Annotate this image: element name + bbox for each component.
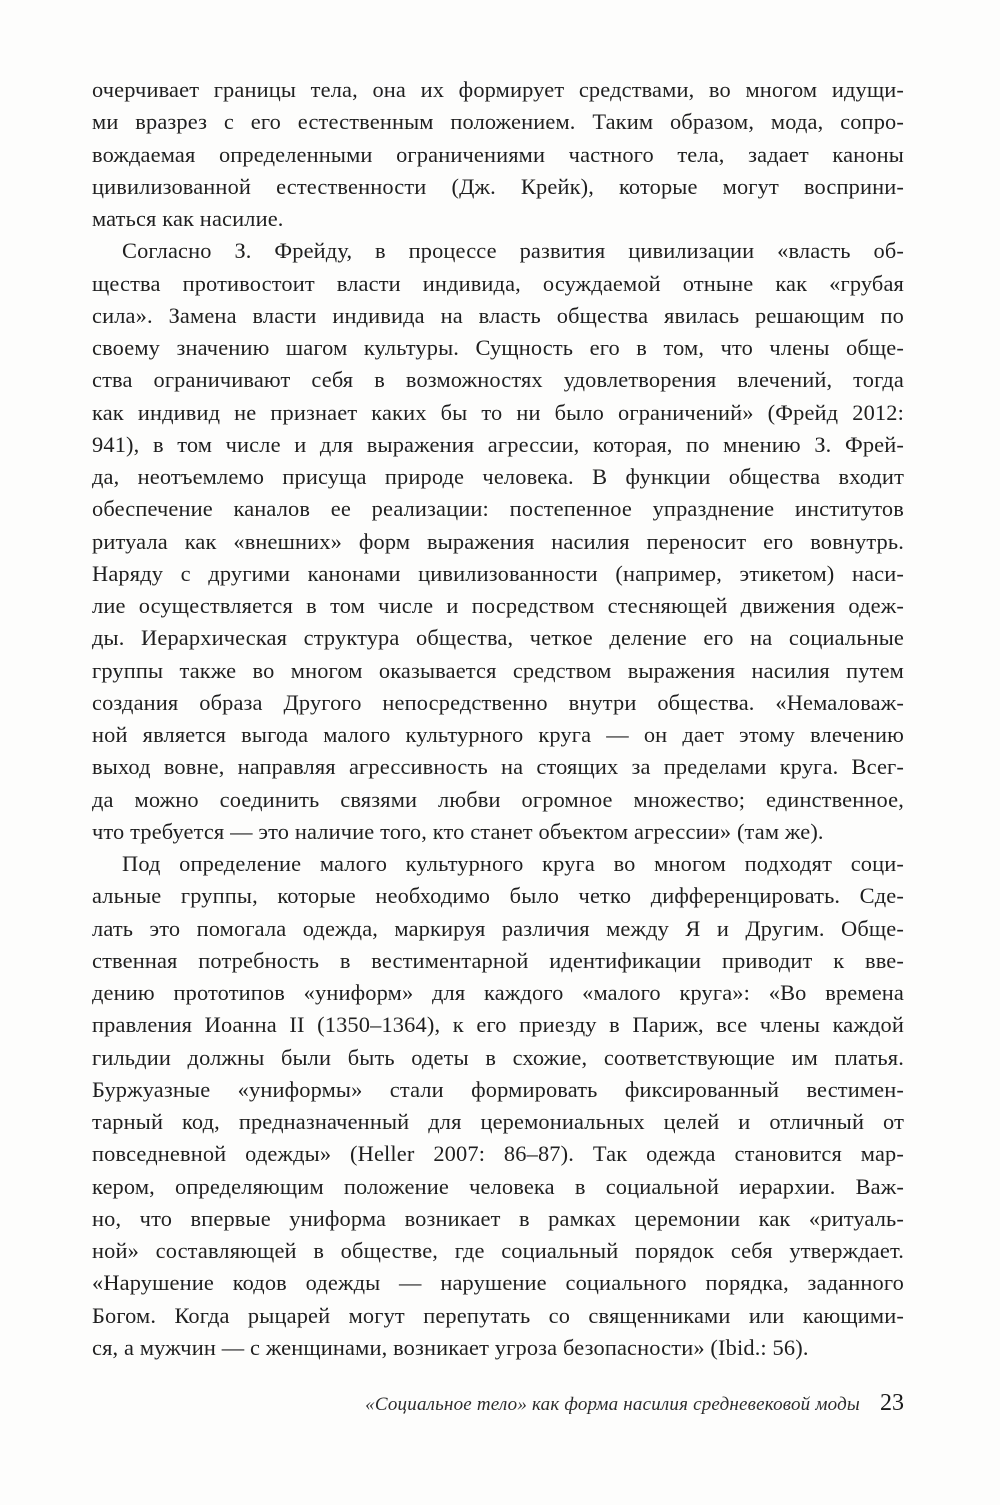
text-line: Под определение малого культурного круга во многом подходят соци- (122, 851, 904, 876)
text-line: группы также во многом оказывается средством выражения насилия путем (92, 657, 904, 683)
text-line: сила». Замена власти индивида на власть общества явилась решающим по (92, 302, 904, 328)
text-line: да, неотъемлемо присуща природе человека. В функции общества входит (92, 464, 904, 489)
text-line: ственная потребность в вестиментарной идентификации приводит к вве- (92, 947, 904, 973)
text-line: тарный код, предназначенный для церемониальных целей и отличный от (92, 1109, 904, 1134)
text-line: создания образа Другого непосредственно внутри общества. «Немаловаж- (92, 689, 904, 715)
text-line: цивилизованной естественности (Дж. Крейк), которые могут восприни- (92, 173, 904, 199)
text-line: «Нарушение кодов одежды — нарушение социального порядка, заданного (92, 1270, 904, 1296)
text-line: обеспечение каналов ее реализации: постепенное упразднение институтов (92, 496, 904, 522)
text-line: кером, определяющим положение человека в социальной иерархии. Важ- (92, 1173, 904, 1199)
text-line: ной является выгода малого культурного круга — он дает этому влечению (92, 722, 904, 747)
text-line: ды. Иерархическая структура общества, четкое деление его на социальные (92, 625, 904, 651)
page-number: 23 (880, 1390, 904, 1416)
text-line: ритуала как «внешних» форм выражения насилия переносит его вовнутрь. (92, 528, 904, 554)
text-line: выход вовне, направляя агрессивность на стоящих за пределами круга. Всег- (92, 754, 904, 780)
text-line: лать это помогала одежда, маркируя различия между Я и Другим. Обще- (92, 915, 904, 941)
text-line: дению прототипов «униформ» для каждого «малого круга»: «Во времена (92, 980, 904, 1005)
text-line: ся, а мужчин — с женщинами, возникает угроза безопасности» (Ibid.: 56). (92, 1334, 809, 1360)
text-line: ми вразрез с его естественным положением. Таким образом, мода, сопро- (92, 109, 904, 135)
text-line: Буржуазные «униформы» стали формировать фиксированный вестимен- (92, 1076, 904, 1102)
text-line: маться как насилие. (92, 206, 284, 231)
text-line: как индивид не признает каких бы то ни было ограничений» (Фрейд 2012: (92, 399, 904, 425)
text-line: ной» составляющей в обществе, где социальный порядок себя утверждает. (92, 1238, 904, 1263)
text-line: вождаемая определенными ограничениями частного тела, задает каноны (92, 141, 904, 167)
text-line: своему значению шагом культуры. Сущность его в том, что члены обще- (92, 335, 904, 360)
text-line: альные группы, которые необходимо было четко дифференцировать. Сде- (92, 883, 904, 909)
text-line: Богом. Когда рыцарей могут перепутать со священниками или кающими- (92, 1302, 904, 1328)
text-line: щества противостоит власти индивида, осуждаемой отныне как «грубая (92, 270, 904, 296)
text-line: 941), в том числе и для выражения агрессии, которая, по мнению З. Фрей- (92, 431, 904, 457)
text-line: повседневной одежды» (Heller 2007: 86–87). Так одежда становится мар- (92, 1141, 904, 1167)
text-line: правления Иоанна II (1350–1364), к его приезду в Париж, все члены каждой (92, 1012, 904, 1038)
text-line: что требуется — это наличие того, кто станет объектом агрессии» (там же). (92, 818, 824, 844)
running-head: «Социальное тело» как форма насилия средневековой моды (365, 1394, 860, 1415)
body-text (92, 74, 904, 1364)
page-footer (92, 1390, 904, 1424)
text-line: очерчивает границы тела, она их формирует средствами, во многом идущи- (92, 77, 904, 102)
text-line: ства ограничивают себя в возможностях удовлетворения влечений, тогда (92, 367, 904, 393)
text-line: Наряду с другими канонами цивилизованности (например, этикетом) наси- (92, 560, 904, 586)
text-line: лие осуществляется в том числе и посредством стесняющей движения одеж- (92, 593, 904, 618)
text-line: гильдии должны были быть одеты в схожие, соответствующие им платья. (92, 1044, 904, 1070)
text-line: Согласно З. Фрейду, в процессе развития цивилизации «власть об- (122, 238, 904, 264)
text-line: но, что впервые униформа возникает в рамках церемонии как «ритуаль- (92, 1205, 904, 1231)
text-line: да можно соединить связями любви огромное множество; единственное, (92, 786, 904, 812)
